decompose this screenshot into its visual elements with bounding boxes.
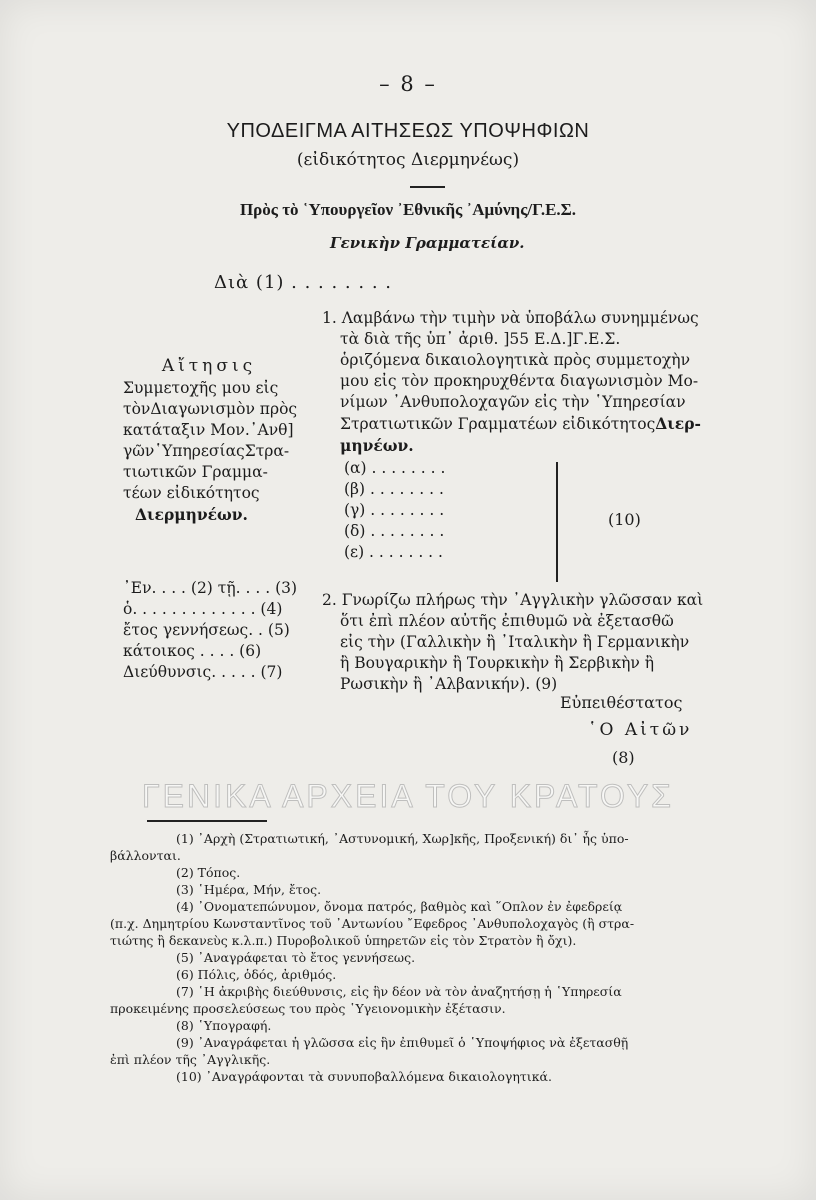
detail-line: Διεύθυνσις. . . . . (7) (123, 663, 283, 681)
subject-line: τέων εἰδικότητος (123, 484, 260, 502)
subject-line: τιωτικῶν Γραμμα- (123, 463, 268, 481)
footnote: τιώτης ἢ δεκανεὺς κ.λ.π.) Πυροβολικοῦ ὑπηρετῶν εἰς τὸν Στρατὸν ἢ ὄχι). (110, 933, 577, 948)
subject-line: κατάταξιν Μον.᾿Ανθ] (123, 421, 294, 439)
title-divider (410, 186, 445, 188)
subject-line-bold: Διερμηνέων. (135, 505, 248, 524)
document-subtitle: (εἰδικότητος Διερμηνέως) (296, 150, 520, 170)
paragraph-1 (322, 308, 701, 456)
footnote: (2) Τόπος. (176, 865, 241, 880)
addressee-sub: Γενικὴν Γραμματείαν. (330, 234, 525, 252)
detail-line: κάτοικος . . . . (6) (123, 642, 262, 660)
body-line: ὁριζόμενα δικαιολογητικὰ πρὸς συμμετοχὴν (340, 351, 691, 369)
body-line: νίμων ᾿Ανθυπολοχαγῶν εἰς τὴν ῾Υπηρεσίαν (340, 393, 686, 411)
body-line: Ρωσικὴν ἢ ᾿Αλβανικήν). (9) (340, 675, 558, 693)
body-line: μου εἰς τὸν προκηρυχθέντα διαγωνισμὸν Μο- (340, 372, 699, 390)
closing-phrase: Εὐπειθέστατος (560, 693, 683, 712)
list-item: (γ) . . . . . . . . (344, 501, 445, 519)
list-item: (ε) . . . . . . . . (344, 543, 443, 561)
addressee: Πρὸς τὸ ῾Υπουργεῖον ᾿Εθνικῆς ᾿Αμύνης/Γ.Ε.Σ. (239, 200, 577, 219)
application-heading: Αἴτησις (161, 356, 257, 376)
application-subject (123, 378, 298, 525)
footnote: (1) ᾿Αρχὴ (Στρατιωτική, ᾿Αστυνομική, Χωρ]κῆς, Προξενική) δι᾿ ἧς ὑπο- (176, 831, 629, 846)
detail-line: ὁ. . . . . . . . . . . . . (4) (123, 600, 283, 618)
footnote: (8) ῾Υπογραφή. (176, 1018, 272, 1033)
signer-ref: (8) (612, 748, 635, 767)
archive-watermark: ΓΕΝΙΚΑ ΑΡΧΕΙΑ ΤΟΥ ΚΡΑΤΟΥΣ (142, 778, 674, 814)
list-footnote-ref: (10) (608, 510, 641, 529)
detail-line: ᾿Εν. . . . (2) τῇ. . . . (3) (123, 579, 298, 597)
body-line: ὅτι ἐπὶ πλέον αὐτῆς ἐπιθυμῶ νὰ ἐξετασθῶ (340, 612, 674, 630)
subject-line: γῶν῾ΥπηρεσίαςΣτρα- (123, 442, 290, 460)
body-line-with-bold (322, 413, 701, 435)
footnote: (4) ᾿Ονοματεπώνυμον, ὄνομα πατρός, βαθμὸς καὶ ῞Οπλον ἐν ἐφεδρείᾳ (176, 899, 623, 914)
document-list (344, 458, 445, 563)
footnote: (7) ῾Η ἀκριβὴς διεύθυνσις, εἰς ἣν δέον νὰ τὸν ἀναζητήσῃ ἡ ῾Υπηρεσία (176, 984, 622, 999)
via-line: Διὰ (1) . . . . . . . . (214, 272, 392, 293)
detail-line: ἔτος γεννήσεως. . (5) (123, 621, 290, 639)
body-line: 1. Λαμβάνω τὴν τιμὴν νὰ ὑποβάλω συνημμένως (322, 309, 699, 327)
footnote: προκειμένης προσελεύσεως του πρὸς ῾Υγειονομικὴν ἐξέτασιν. (110, 1001, 506, 1016)
body-line: ἢ Βουγαρικὴν ἢ Τουρκικὴν ἢ Σερβικὴν ἢ (340, 654, 655, 672)
list-brace (548, 462, 558, 582)
footnote: (3) ῾Ημέρα, Μήν, ἔτος. (176, 882, 322, 897)
footnote: ἐπὶ πλέον τῆς ᾿Αγγλικῆς. (110, 1052, 271, 1067)
body-text: Στρατιωτικῶν Γραμματέων εἰδικότητος (340, 415, 656, 433)
subject-line: Συμμετοχῆς μου εἰς (123, 379, 279, 397)
page-number: – 8 – (379, 72, 437, 96)
subject-line: τὸνΔιαγωνισμὸν πρὸς (123, 400, 298, 418)
paragraph-2 (322, 590, 703, 695)
footnote: (5) ᾿Αναγράφεται τὸ ἔτος γεννήσεως. (176, 950, 416, 965)
footnotes (110, 830, 750, 1085)
document-title: ΥΠΟΔΕΙΓΜΑ ΑΙΤΗΣΕΩΣ ΥΠΟΨΗΦΙΩΝ (226, 120, 590, 142)
applicant-details (123, 578, 297, 683)
list-item: (α) . . . . . . . . (344, 459, 446, 477)
body-line-bold: μηνέων. (340, 436, 414, 455)
footnote: (9) ᾿Αναγράφεται ἡ γλῶσσα εἰς ἣν ἐπιθυμεῖ ὁ ῾Υποψήφιος νὰ ἐξετασθῇ (176, 1035, 629, 1050)
bold-text: Διερ- (655, 414, 701, 433)
footnote: βάλλονται. (110, 848, 181, 863)
signer: ῾Ο Αἰτῶν (588, 720, 693, 740)
footnote: (10) ᾿Αναγράφονται τὰ συνυποβαλλόμενα δικαιολογητικά. (176, 1069, 552, 1084)
body-line: 2. Γνωρίζω πλήρως τὴν ᾿Αγγλικὴν γλῶσσαν καὶ (322, 591, 704, 609)
footnote-divider (147, 820, 267, 822)
footnote: (6) Πόλις, ὁδός, ἀριθμός. (176, 967, 337, 982)
body-line: τὰ διὰ τῆς ὑπ᾿ ἀριθ. ]55 Ε.Δ.]Γ.Ε.Σ. (340, 330, 621, 348)
footnote: (π.χ. Δημητρίου Κωνσταντῖνος τοῦ ᾿Αντωνίου ῎Εφεδρος ᾿Ανθυπολοχαγὸς (ἢ στρα- (110, 916, 635, 931)
list-item: (δ) . . . . . . . . (344, 522, 445, 540)
body-line: εἰς τὴν (Γαλλικὴν ἢ ᾿Ιταλικὴν ἢ Γερμανικὴν (340, 633, 690, 651)
list-item: (β) . . . . . . . . (344, 480, 444, 498)
